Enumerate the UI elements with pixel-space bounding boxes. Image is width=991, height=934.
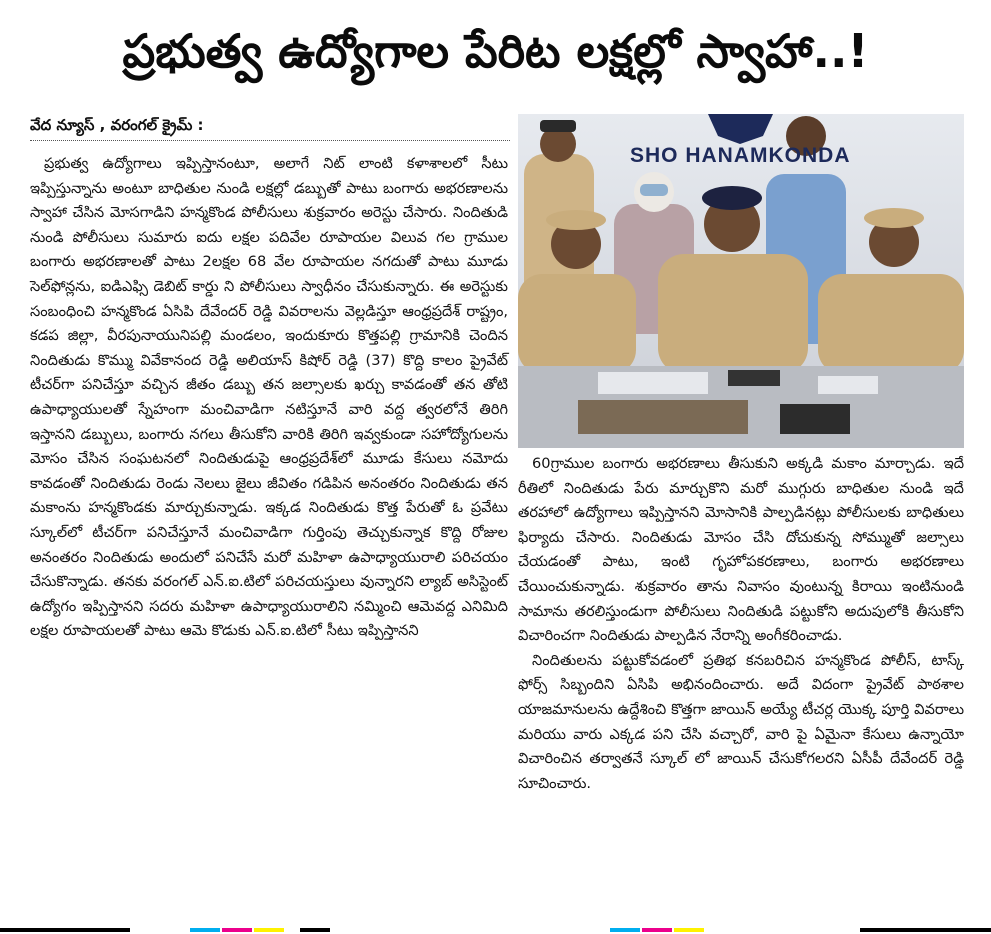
color-swatch <box>674 928 704 932</box>
article-paragraph: 60గ్రాముల బంగారు అభరణాలు తీసుకుని అక్కడి మకాం మార్చాడు. ఇదే రీతిలో నిందితుడు పేరు మార్చుకొని మరో ముగ్గురు బాధితుల నుండి ఇదే తరహాలో ఉద్యోగాలు ఇప్పిస్తానని మోసానికి పాల్పడినట్లు పోలీసులకు బాధితులు ఫిర్యాదు చేసారు. నిందితుడు మోసం చేసి దోచుకున్న సోమ్ముతో జల్సాలు చేయడంతో పాటు, ఇంటి గృహోపకరణాలు, బంగారు అభరణాలు చేయించుకున్నాడు. శుక్రవారం తాను నివాసం వుంటున్న కిరాయి ఇంటినుండి సామాను తరలిస్తుండుగా పోలీసులు నిందితుడి పట్టుకోని అదుపులోకి తీసుకోని విచారించగా నిందితుడు పాల్పడిన నేరాన్ని అంగీకరించాడు. <box>518 455 964 645</box>
color-swatch <box>300 928 330 932</box>
color-swatch <box>254 928 284 932</box>
color-swatch <box>642 928 672 932</box>
news-photo <box>518 114 964 448</box>
seized-phones <box>780 404 850 434</box>
seated-officer-center <box>658 254 808 374</box>
seated-officer-left <box>518 274 636 374</box>
article-column-left <box>30 152 508 892</box>
headline: ప్రభుత్వ ఉద్యోగాల పేరిట లక్షల్లో స్వాహా..! <box>122 24 869 78</box>
byline-divider <box>30 140 510 141</box>
police-emblem <box>708 114 773 144</box>
color-swatch <box>190 928 220 932</box>
article-column-right <box>518 452 964 902</box>
print-color-bar <box>0 922 991 934</box>
seated-officer-right <box>818 274 964 374</box>
color-swatch <box>860 928 991 932</box>
color-swatch <box>0 928 130 932</box>
color-swatch <box>610 928 640 932</box>
article-paragraph: నిందితులను పట్టుకోవడంలో ప్రతిభ కనబరిచిన హన్మకొండ పోలీస్, టాస్క్ ఫోర్స్ సిబ్బందిని ఏసిపి అభినందించారు. అదే విదంగా ప్రైవేట్ పాఠశాల యాజమానులను ఉద్దేశించి కొత్తగా జాయిన్ అయ్యే టీచర్ల యొక్క పూర్తి వివరాలు మరియు వారు ఎక్కడ పని చేసి వచ్చారో, వారి పై ఏమైనా కేసులు ఉన్నాయో విచారించిన తర్వాతనే స్కూల్ లో జాయిన్ చేసుకోగలరని ఏసీపీ దేవేందర్ రెడ్డి సూచించారు. <box>518 651 964 792</box>
color-swatch <box>222 928 252 932</box>
seized-cash <box>578 400 748 434</box>
station-signboard: SHO HANAMKONDA <box>630 144 851 167</box>
article-paragraph: ప్రభుత్వ ఉద్యోగాలు ఇప్పిస్తానంటూ, అలాగే నిట్ లాంటి కళాశాలలో సీటు ఇప్పిస్తున్నాను అంటూ బాధితుల నుండి లక్షల్లో డబ్బుతో పాటు బంగారు అభరణాలను స్వాహా చేసిన మోసగాడిని హన్మకొండ పోలీసులు శుక్రవారం అరెస్టు చేసారు. నిందితుడి నుండి పోలీసులు సుమారు ఐదు లక్షల పదివేల రూపాయల విలువ గల గ్రాముల బంగారు అభరణాలతో పాటు 2లక్షల 68 వేల రూపాయల నగదుతో పాటు మూడు సెల్‌ఫోన్లను, ఐడిఎఫ్సి డెబిట్ కార్డు ని పోలీసులు స్వాధీనం చేసుకున్నారు. ఈ అరెస్టుకు సంబంధించి హన్మకొండ ఏసిపి దేవేందర్ రెడ్డి వివరాలను వెల్లడిస్తూ ఆంధ్రప్రదేశ్ రాష్ట్రం, కడప జిల్లా, వీరపునాయునిపల్లి మండలం, ఇందుకూరు కొత్తపల్లి గ్రామానికి చెందిన నిందితుడు కొమ్ము వివేకానంద రెడ్డి అలియాస్ కిషోర్ రెడ్డి (37) కొద్ది కాలం ప్రైవేట్ టీచర్‌గా పనిచేస్తూ వచ్చిన జీతం డబ్బు తన జల్సాలకు ఖర్చు కావడంతో తన తోటి ఉపాధ్యాయులతో స్నేహంగా మంచివాడిగా నటిస్తూనే వారి వద్ద త్వరలోనే తిరిగి ఇస్తానని డబ్బులు, బంగారు నగలు తీసుకోని వారికి తిరిగి ఇవ్వకుండా సహోద్యోగులను మోసం చేసిన సంఘటనలో నిందితుడుపై ఆంధ్రప్రదేశ్‌లో మూడు కేసులు నమోదు కావడంతో నిందితుడు రెండు నెలలు జైలు జీవితం గడిపిన అనంతరం నిందితుడు తన మకాంను హన్మకొండకు మార్చుకున్నాడు. ఇక్కడ నిందితుడు కొత్త పేరుతో ఓ ప్రవేటు స్కూల్‌లో టీచర్‌గా పనిచేస్తూనే మంచివాడిగా గుర్తింపు తెచ్చుకున్నాక కొద్ది రోజుల అనంతరం నిందితుడు అందులో పనిచేసే మరో మహిళా ఉపాధ్యాయురాలి పరిచయం చేసుకొన్నాడు. తనకు వరంగల్ ఎన్.ఐ.టిలో పరిచయస్తులు వున్నారని ల్యాబ్ అసిస్టెంట్ ఉద్యోగం ఇప్పిస్తానని సదరు మహిళా ఉపాధ్యాయురాలిని నమ్మించి ఆమెవద్ద ఎనిమిది లక్షల రూపాయలతో పాటు ఆమె కొడుకు ఎన్.ఐ.టిలో సీటు ఇప్పిస్తానని <box>30 155 508 640</box>
byline: వేద న్యూస్ , వరంగల్ క్రైమ్ : <box>30 116 204 134</box>
